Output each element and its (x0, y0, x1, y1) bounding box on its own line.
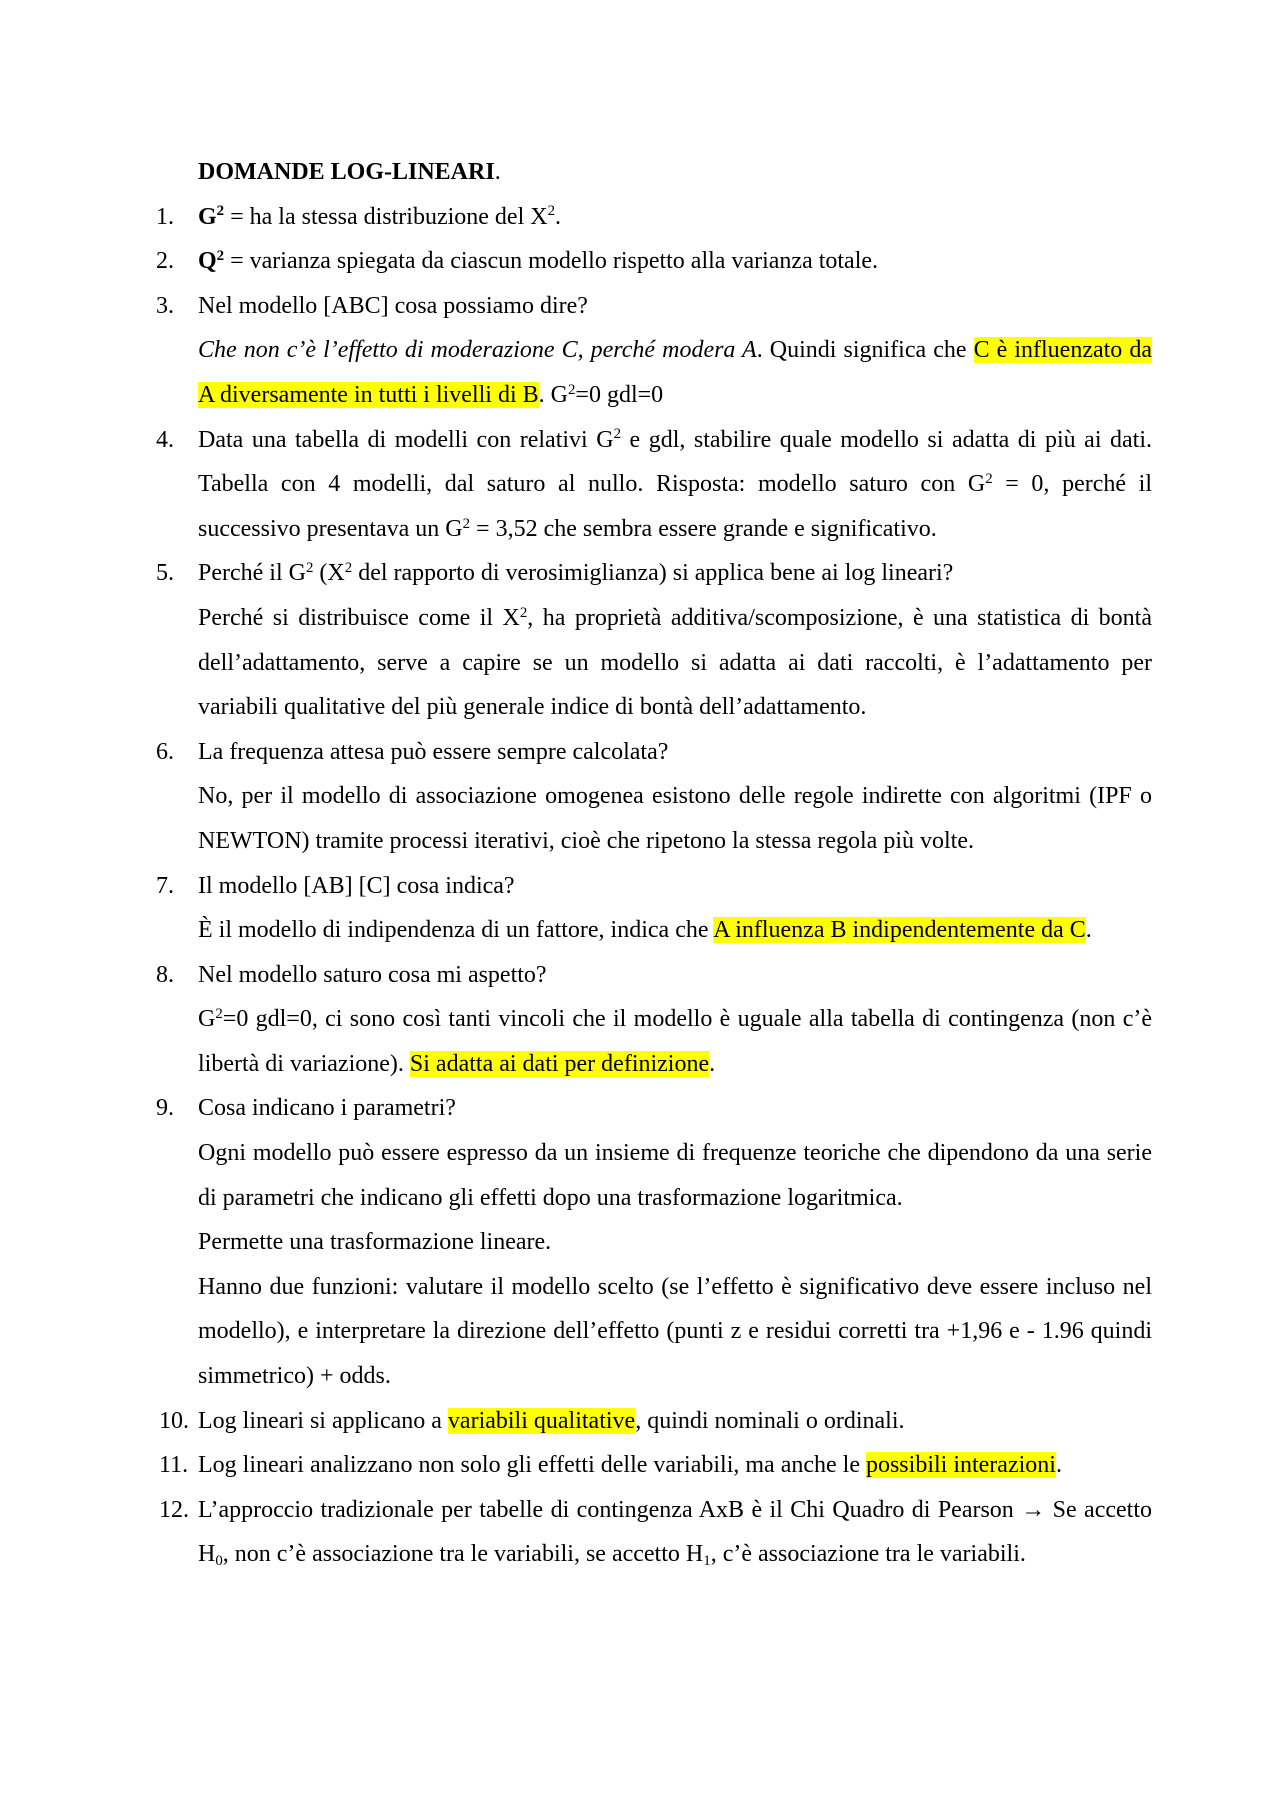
question-text: La frequenza attesa può essere sempre calcolata? (198, 738, 669, 765)
item-number: 2. (156, 248, 174, 275)
question-item-1 (156, 195, 1152, 240)
answer-text: Permette una trasformazione lineare. (198, 1229, 552, 1256)
item-number: 3. (156, 292, 174, 319)
question-item-11 (159, 1443, 1152, 1488)
item-number: 8. (156, 961, 174, 988)
question-text: Nel modello saturo cosa mi aspetto? (198, 961, 547, 988)
item-number: 7. (156, 872, 174, 899)
question-text: L’approccio tradizionale per tabelle di contingenza AxB è il Chi Quadro di Pearson → Se accetto $H_0$, non c’è associazione tra le variabili, se accetto $H_1$, c’è associazione tra le variabili. (198, 1496, 1152, 1570)
item-number: 10. (159, 1407, 189, 1434)
answer-text: No, per il modello di associazione omogenea esistono delle regole indirette con algoritmi (IPF o NEWTON) tramite processi iterativi, cioè che ripetono la stessa regola più volte. (198, 783, 1152, 854)
question-item-4 (156, 418, 1153, 552)
item-number: 5. (156, 560, 174, 587)
question-text: Il modello [AB] [C] cosa indica? (198, 872, 515, 899)
question-text: Data una tabella di modelli con relativi $G^2$ e gdl, stabilire quale modello si adatta di più ai dati. Tabella con 4 modelli, dal saturo al nullo. Risposta: modello saturo con $G^2 = 0$, perché il successivo presentava un $G^2 = 3,52$ che sembra essere grande e significativo. (198, 426, 1153, 542)
item-number: 4. (156, 426, 174, 453)
question-item-7 (156, 864, 1152, 953)
item-number: 1. (156, 203, 174, 230)
question-item-12 (159, 1488, 1152, 1577)
highlight: Si adatta ai dati per definizione (409, 1050, 710, 1077)
question-item-3 (156, 284, 1152, 418)
question-text: Cosa indicano i parametri? (198, 1095, 456, 1122)
highlight: C è influenzato da A diversamente in tutti i livelli di B (198, 337, 1152, 408)
answer-text: $G^2=0$ gdl=0, ci sono così tanti vincoli che il modello è uguale alla tabella di contingenza (non c’è libertà di variazione). Si adatta ai dati per definizione. (198, 1006, 1152, 1077)
question-text: Nel modello [ABC] cosa possiamo dire? (198, 292, 588, 319)
answer-text: Perché si distribuisce come il $X^2$, ha proprietà additiva/scomposizione, è una statistica di bontà dell’adattamento, serve a capire se un modello si adatta ai dati raccolti, è l’adattamento per variabili qualitative del più generale indice di bontà dell’adattamento. (198, 604, 1153, 721)
question-text: Log lineari analizzano non solo gli effetti delle variabili, ma anche le possibili interazioni. (198, 1452, 1062, 1479)
question-list (156, 195, 1153, 1577)
answer-text: Che non c’è l’effetto di moderazione C, perché modera A. Quindi significa che C è influenzato da A diversamente in tutti i livelli di B. $G^2=0$ gdl=0 (198, 337, 1152, 408)
question-text: Log lineari si applicano a variabili qualitative, quindi nominali o ordinali. (198, 1407, 905, 1434)
item-number: 12. (159, 1496, 189, 1523)
question-text: $G^2$ = ha la stessa distribuzione del $X^2$. (198, 203, 562, 230)
question-item-10 (159, 1399, 1152, 1444)
question-item-2 (156, 239, 1152, 284)
question-text: Perché il $G^2$ ($X^2$ del rapporto di verosimiglianza) si applica bene ai log lineari? (198, 560, 954, 587)
item-number: 6. (156, 738, 174, 765)
question-text: $Q^2$ = varianza spiegata da ciascun modello rispetto alla varianza totale. (198, 248, 879, 275)
question-item-5 (156, 551, 1153, 729)
highlight: possibili interazioni (865, 1452, 1056, 1479)
answer-text: È il modello di indipendenza di un fattore, indica che A influenza B indipendentemente da C. (198, 917, 1092, 944)
arrow-right-icon: → (1021, 1496, 1046, 1523)
question-item-9 (156, 1086, 1152, 1398)
item-number: 11. (159, 1452, 189, 1479)
question-item-6 (156, 730, 1152, 864)
document-title: DOMANDE LOG-LINEARI. (198, 159, 501, 185)
answer-text: Ogni modello può essere espresso da un insieme di frequenze teoriche che dipendono da una serie di parametri che indicano gli effetti dopo una trasformazione logaritmica. (198, 1140, 1152, 1211)
highlight: A influenza B indipendentemente da C (713, 917, 1086, 944)
question-item-8 (156, 953, 1152, 1087)
item-number: 9. (156, 1095, 174, 1122)
highlight: variabili qualitative (447, 1407, 636, 1434)
answer-text: Hanno due funzioni: valutare il modello scelto (se l’effetto è significativo deve essere incluso nel modello), e interpretare la direzione dell’effetto (punti z e residui corretti tra +1,96 e - 1.96 quindi simmetrico) + odds. (198, 1273, 1152, 1390)
